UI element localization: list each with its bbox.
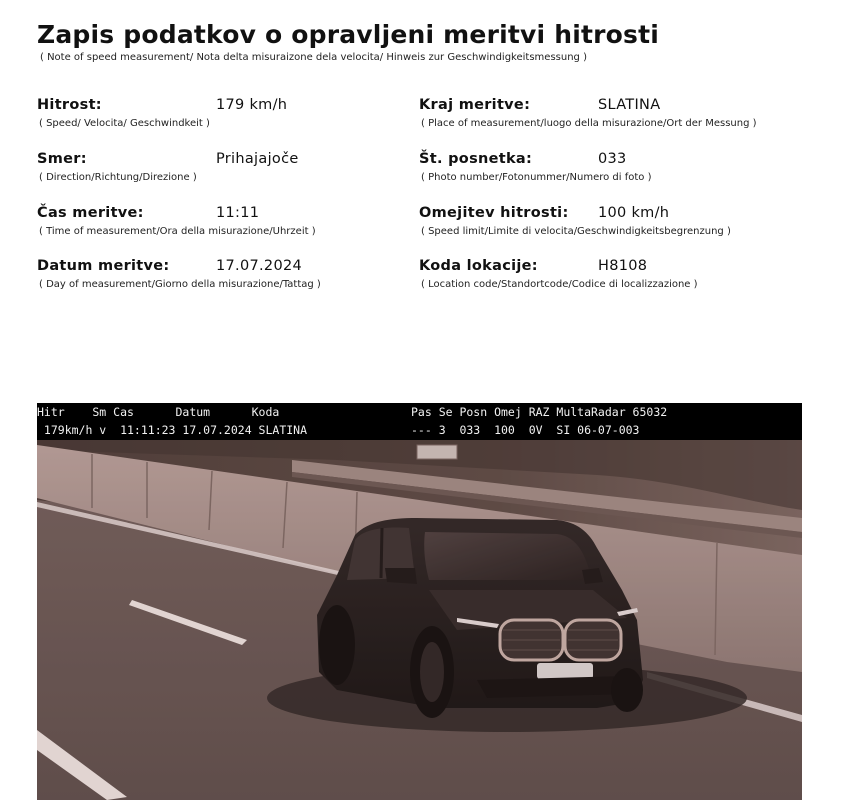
field-direction-desc: ( Direction/Richtung/Direzione ) (39, 172, 197, 183)
document-subtitle: ( Note of speed measurement/ Nota delta misuraizone dela velocita/ Hinweis zur Geschwindigkeitsmessung ) (40, 52, 587, 63)
field-photo-number-value: 033 (598, 151, 627, 167)
field-photo-number (419, 151, 809, 191)
field-date-value: 17.07.2024 (216, 258, 303, 274)
field-speed-desc: ( Speed/ Velocita/ Geschwindkeit ) (39, 118, 210, 129)
field-speed-limit-value: 100 km/h (598, 205, 670, 221)
field-speed-limit-desc: ( Speed limit/Limite di velocita/Geschwindigkeitsbegrenzung ) (421, 226, 731, 237)
radar-strip-row2-right: --- 3 033 100 0V SI 06-07-003 (411, 423, 640, 437)
field-time-label: Čas meritve: (37, 205, 144, 221)
field-location-code-desc: ( Location code/Standortcode/Codice di localizzazione ) (421, 279, 698, 290)
field-photo-number-desc: ( Photo number/Fotonummer/Numero di foto ) (421, 172, 652, 183)
field-date (37, 258, 427, 298)
field-place-desc: ( Place of measurement/luogo della misurazione/Ort der Messung ) (421, 118, 757, 129)
field-time-desc: ( Time of measurement/Ora della misurazione/Uhrzeit ) (39, 226, 316, 237)
field-date-label: Datum meritve: (37, 258, 170, 274)
radar-data-strip (37, 403, 802, 440)
field-photo-number-label: Št. posnetka: (419, 151, 533, 167)
field-location-code-value: H8108 (598, 258, 648, 274)
road-scene (37, 440, 802, 800)
radar-photo (37, 403, 802, 800)
field-date-desc: ( Day of measurement/Giorno della misurazione/Tattag ) (39, 279, 321, 290)
radar-strip-row1-left: Hitr Sm Cas Datum Koda (37, 405, 280, 419)
field-direction-label: Smer: (37, 151, 87, 167)
field-location-code (419, 258, 809, 298)
field-speed (37, 97, 427, 137)
field-speed-label: Hitrost: (37, 97, 102, 113)
field-direction (37, 151, 427, 191)
radar-strip-row1-right: Pas Se Posn Omej RAZ MultaRadar 65032 (411, 405, 668, 419)
field-time (37, 205, 427, 245)
field-place (419, 97, 809, 137)
field-direction-value: Prihajajoče (216, 151, 299, 167)
field-location-code-label: Koda lokacije: (419, 258, 538, 274)
field-speed-limit (419, 205, 809, 245)
field-speed-limit-label: Omejitev hitrosti: (419, 205, 569, 221)
field-place-label: Kraj meritve: (419, 97, 531, 113)
field-time-value: 11:11 (216, 205, 260, 221)
field-place-value: SLATINA (598, 97, 661, 113)
document-title: Zapis podatkov o opravljeni meritvi hitrosti (37, 20, 660, 49)
field-speed-value: 179 km/h (216, 97, 288, 113)
radar-strip-row2-left: 179km/h v 11:11:23 17.07.2024 SLATINA (37, 423, 308, 437)
